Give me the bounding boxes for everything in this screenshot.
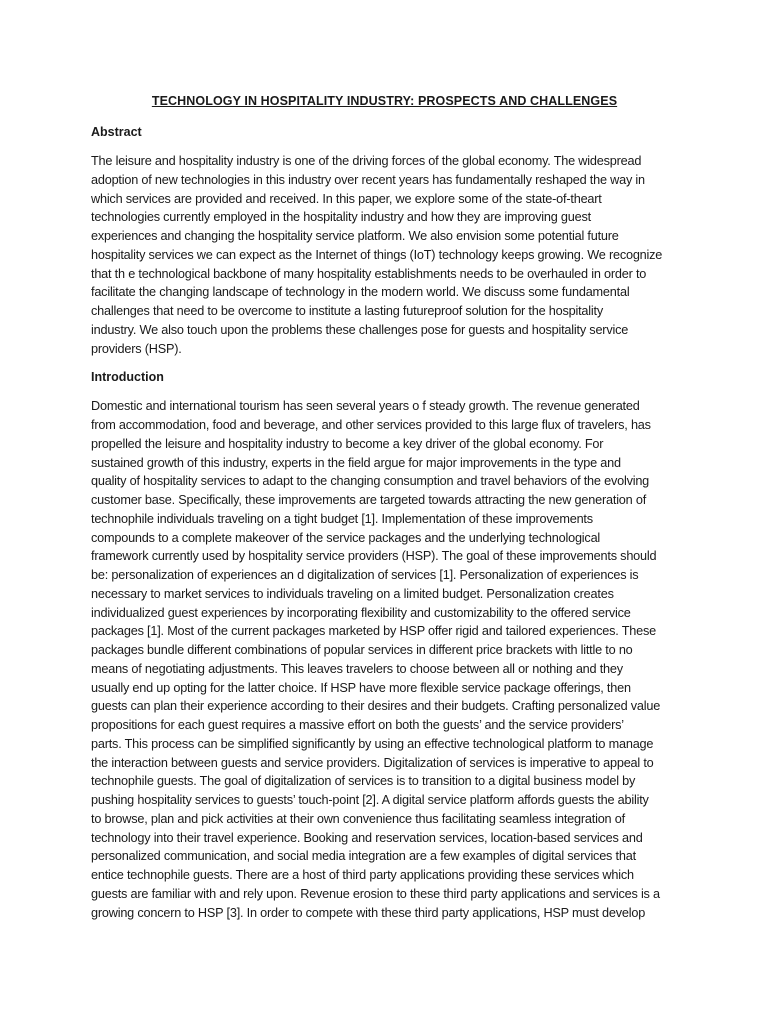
text-line: which services are provided and received. In this paper, we explore some of the state-of-theart <box>91 191 602 206</box>
introduction-paragraph <box>91 397 678 922</box>
text-line: providers (HSP). <box>91 341 182 356</box>
text-line: individualized guest experiences by incorporating flexibility and customizability to the offered service <box>91 605 631 620</box>
text-line: technophile individuals traveling on a tight budget [1]. Implementation of these improvements <box>91 511 593 526</box>
text-line: growing concern to HSP [3]. In order to compete with these third party applications, HSP must develop <box>91 905 646 920</box>
text-line: propelled the leisure and hospitality industry to become a key driver of the global economy. For <box>91 436 604 451</box>
text-line: from accommodation, food and beverage, and other services provided to this large flux of travelers, has <box>91 418 651 432</box>
text-line: hospitality services we can expect as the Internet of things (IoT) technology keeps growing. We recognize <box>91 247 663 262</box>
text-line: technology into their travel experience. Booking and reservation services, location-based services and <box>91 830 643 845</box>
text-line: experiences and changing the hospitality service platform. We also envision some potential future <box>91 229 619 243</box>
text-line: that th e technological backbone of many hospitality establishments needs to be overhauled in order to <box>91 266 647 281</box>
abstract-heading: Abstract <box>91 125 142 139</box>
text-line: challenges that need to be overcome to institute a lasting futureproof solution for the hospitality <box>91 304 603 318</box>
text-line: usually end up opting for the latter choice. If HSP have more flexible service package offerings, then <box>91 680 631 695</box>
text-line: propositions for each guest requires a massive effort on both the guests’ and the service providers’ <box>91 718 624 732</box>
text-line: the interaction between guests and service providers. Digitalization of services is imperative to appeal to <box>91 755 654 770</box>
text-line: adoption of new technologies in this industry over recent years has fundamentally reshaped the way in <box>91 172 645 187</box>
text-line: packages [1]. Most of the current packages marketed by HSP offer rigid and tailored experiences. These <box>91 624 656 639</box>
text-line: Domestic and international tourism has seen several years o f steady growth. The revenue generated <box>91 399 640 414</box>
text-line: be: personalization of experiences an d digitalization of services [1]. Personalization of experiences is <box>91 568 639 582</box>
document-title: TECHNOLOGY IN HOSPITALITY INDUSTRY: PROSPECTS AND CHALLENGES <box>151 94 618 108</box>
text-line: necessary to market services to individuals traveling on a limited budget. Personalization creates <box>91 586 614 601</box>
text-line: industry. We also touch upon the problems these challenges pose for guests and hospitality service <box>91 322 629 337</box>
text-line: framework currently used by hospitality service providers (HSP). The goal of these improvements should <box>91 549 657 564</box>
introduction-heading: Introduction <box>91 370 164 385</box>
text-line: facilitate the changing landscape of technology in the modern world. We discuss some fundamental <box>91 285 630 300</box>
text-line: technologies currently employed in the hospitality industry and how they are improving guest <box>91 210 591 225</box>
text-line: guests can plan their experience according to their desires and their budgets. Crafting personalized value <box>91 699 661 714</box>
abstract-paragraph <box>91 152 678 358</box>
text-line: packages bundle different combinations of popular services in different price brackets with little to no <box>91 643 633 657</box>
text-line: The leisure and hospitality industry is one of the driving forces of the global economy. The widespread <box>91 154 642 168</box>
text-line: compounds to a complete makeover of the service packages and the underlying technological <box>91 530 601 545</box>
text-line: entice technophile guests. There are a host of third party applications providing these services which <box>91 868 634 882</box>
text-line: quality of hospitality services to adapt to the changing consumption and travel behaviors of the evolving <box>91 474 650 489</box>
text-line: to browse, plan and pick activities at their own convenience thus facilitating seamless integration of <box>91 811 625 826</box>
text-line: technophile guests. The goal of digitalization of services is to transition to a digital business model by <box>91 774 636 789</box>
text-line: sustained growth of this industry, experts in the field argue for major improvements in the type and <box>91 455 621 470</box>
text-line: customer base. Specifically, these improvements are targeted towards attracting the new generation of <box>91 493 647 507</box>
text-line: parts. This process can be simplified significantly by using an effective technological platform to manage <box>91 736 654 751</box>
text-line: means of negotiating adjustments. This leaves travelers to choose between all or nothing and they <box>91 661 623 676</box>
text-line: pushing hospitality services to guests’ touch-point [2]. A digital service platform affords guests the ability <box>91 793 649 807</box>
document-body <box>91 92 678 932</box>
text-line: guests are familiar with and rely upon. Revenue erosion to these third party applications and services is a <box>91 886 660 901</box>
text-line: personalized communication, and social media integration are a few examples of digital services that <box>91 849 636 864</box>
